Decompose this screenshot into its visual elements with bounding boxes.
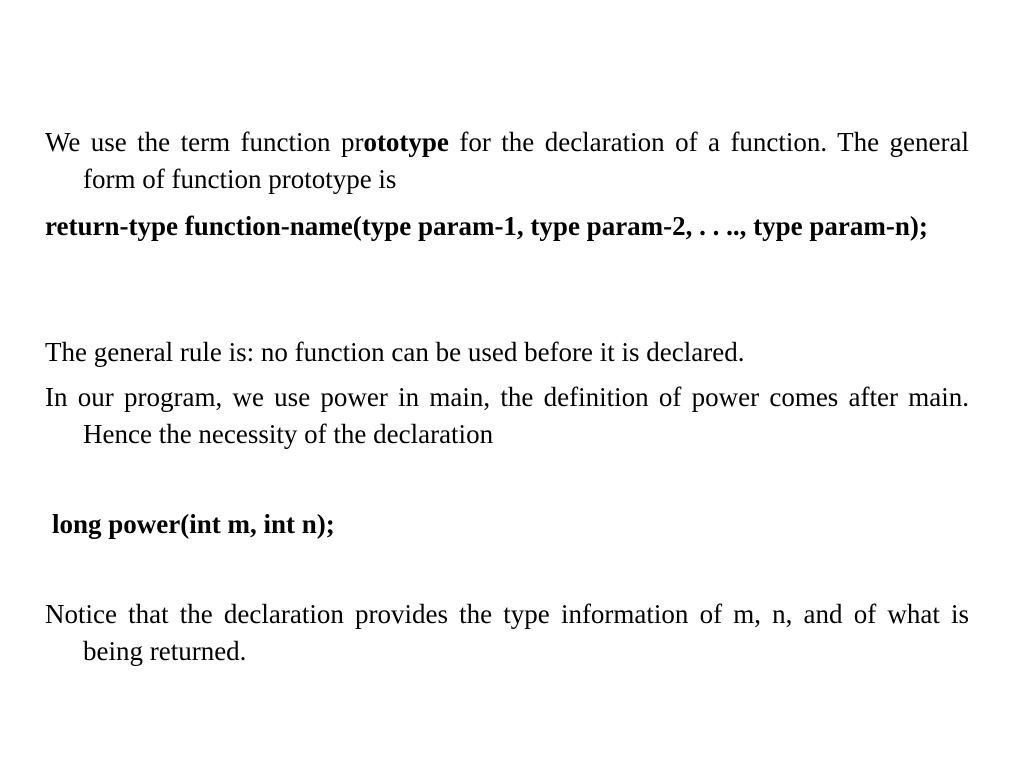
prototype-definition-paragraph <box>45 124 969 198</box>
prototype-text-end: for the declaration of a function. The general form of function prototype is <box>83 127 969 194</box>
program-explanation-paragraph: In our program, we use power in main, the definition of power comes after main. Hence the necessity of the declaration <box>45 382 969 449</box>
prototype-text-start: We use the term function pr <box>45 127 364 157</box>
power-declaration: long power(int m, int n); <box>52 509 335 539</box>
notice-paragraph: Notice that the declaration provides the type information of m, n, and of what is being returned. <box>45 599 969 666</box>
prototype-bold-term: ototype <box>363 127 449 157</box>
general-rule-paragraph: The general rule is: no function can be used before it is declared. <box>45 337 745 367</box>
general-form-signature: return-type function-name(type param-1, type param-2, . . .., type param-n); <box>45 211 928 241</box>
